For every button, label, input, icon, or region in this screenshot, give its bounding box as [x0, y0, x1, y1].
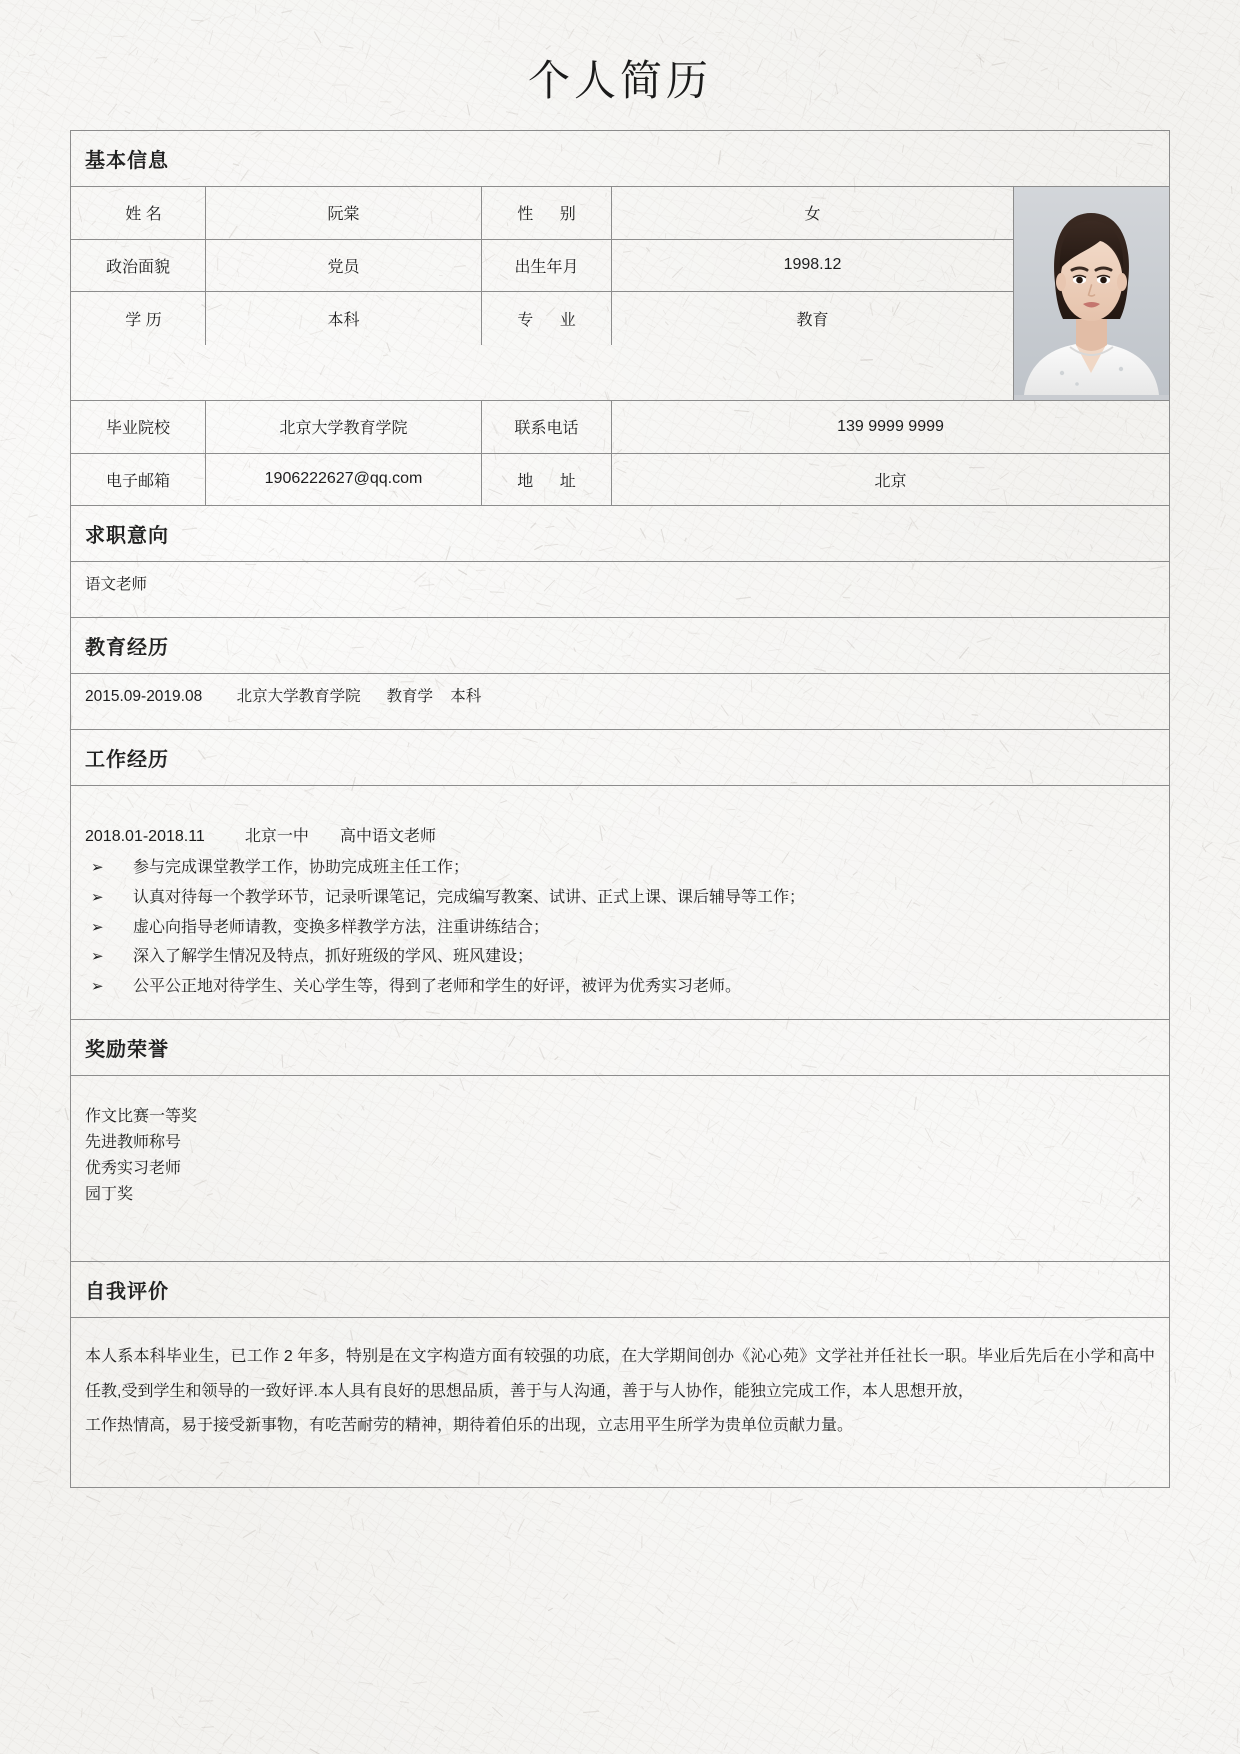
arrow-bullet-icon: ➢ [91, 859, 104, 877]
list-item-text: 参与完成课堂教学工作，协助完成班主任工作； [133, 859, 470, 877]
list-item: 先进教师称号 [85, 1134, 182, 1152]
arrow-bullet-icon: ➢ [91, 948, 104, 966]
field-value-phone: 139 9999 9999 [837, 417, 944, 435]
section-heading-awards: 奖励荣誉 [71, 1020, 1169, 1076]
id-photo-image [1014, 187, 1169, 395]
section-heading-basic-info: 基本信息 [71, 131, 1169, 187]
arrow-bullet-icon: ➢ [91, 888, 104, 906]
self-evaluation-paragraph: 工作热情高，易于接受新事物，有吃苦耐劳的精神，期待着伯乐的出现，立志用平生所学为贵单位贡献力量。 [85, 1417, 854, 1435]
list-item-text: 深入了解学生情况及特点，抓好班级的学风、班风建设； [133, 948, 534, 966]
education-entry: 2015.09-2019.08 北京大学教育学院 教育学 本科 [71, 674, 1169, 730]
awards-list [85, 1090, 1155, 1208]
page-title: 个人简历 [527, 56, 712, 105]
list-item: 园丁奖 [85, 1186, 134, 1204]
list-item-text: 虚心向指导老师请教，变换多样教学方法，注重讲练结合； [133, 918, 550, 936]
field-value-major: 教育 [796, 311, 829, 329]
list-item-text: 认真对待每一个教学环节，记录听课笔记，完成编写教案、试讲、正式上课、课后辅导等工作； [133, 888, 806, 906]
awards-content [71, 1076, 1169, 1262]
basic-info-rows [71, 187, 1013, 400]
arrow-bullet-icon: ➢ [91, 977, 104, 995]
section-heading-work-experience: 工作经历 [71, 730, 1169, 786]
field-label-political-status: 政治面貌 [71, 240, 206, 292]
field-value-gender: 女 [804, 206, 821, 224]
table-row [71, 187, 1013, 240]
field-label-email: 电子邮箱 [71, 454, 206, 506]
avatar [1014, 187, 1169, 400]
table-row [71, 240, 1013, 293]
basic-info-table [71, 187, 1169, 401]
field-label-gender: 性 别 [482, 187, 612, 239]
field-value-name: 阮棠 [206, 187, 482, 239]
self-evaluation-content [71, 1318, 1169, 1488]
field-value-school: 北京大学教育学院 [206, 401, 482, 453]
self-evaluation-paragraph: 本人系本科毕业生，已工作 2 年多，特别是在文字构造方面有较强的功底，在大学期间创办《沁心苑》文学社并任社长一职。毕业后先后在小学和高中任教,受到学生和领导的一致好评.本人具有良好的思想品质，善于与人沟通，善于与人协作，能独立完成工作，本人思想开放， [85, 1348, 1155, 1400]
field-label-degree: 学 历 [71, 292, 206, 345]
arrow-bullet-icon: ➢ [91, 918, 104, 936]
job-objective-content: 语文老师 [71, 562, 1169, 618]
section-heading-self-evaluation: 自我评价 [71, 1262, 1169, 1318]
field-label-name: 姓 名 [71, 187, 206, 239]
field-label-major: 专 业 [482, 292, 612, 345]
table-row [71, 292, 1013, 345]
list-item [85, 883, 1155, 913]
field-label-school: 毕业院校 [71, 401, 206, 453]
list-item: 作文比赛一等奖 [85, 1108, 198, 1126]
field-value-email: 1906222627@qq.com [206, 454, 482, 506]
list-item: 优秀实习老师 [85, 1160, 182, 1178]
list-item [85, 942, 1155, 972]
list-item [85, 913, 1155, 943]
work-entry-header: 2018.01-2018.11 北京一中 高中语文老师 [85, 828, 436, 845]
field-value-political-status: 党员 [206, 240, 482, 292]
photo-column [1013, 187, 1169, 400]
field-label-phone: 联系电话 [482, 401, 612, 453]
table-row [71, 401, 1169, 454]
field-value-degree: 本科 [206, 292, 482, 345]
work-experience-content [71, 786, 1169, 1020]
resume-content-frame [70, 130, 1170, 1488]
section-heading-education: 教育经历 [71, 618, 1169, 674]
section-heading-job-objective: 求职意向 [71, 506, 1169, 562]
field-label-address: 地 址 [482, 454, 612, 506]
list-item-text: 公平公正地对待学生、关心学生等，得到了老师和学生的好评，被评为优秀实习老师。 [133, 977, 742, 995]
field-label-birth-date: 出生年月 [482, 240, 612, 292]
work-bullet-list [85, 853, 1155, 1001]
table-row [71, 454, 1169, 507]
list-item [85, 972, 1155, 1002]
field-value-address: 北京 [874, 472, 907, 490]
list-item [85, 853, 1155, 883]
field-value-birth-date: 1998.12 [783, 256, 842, 274]
